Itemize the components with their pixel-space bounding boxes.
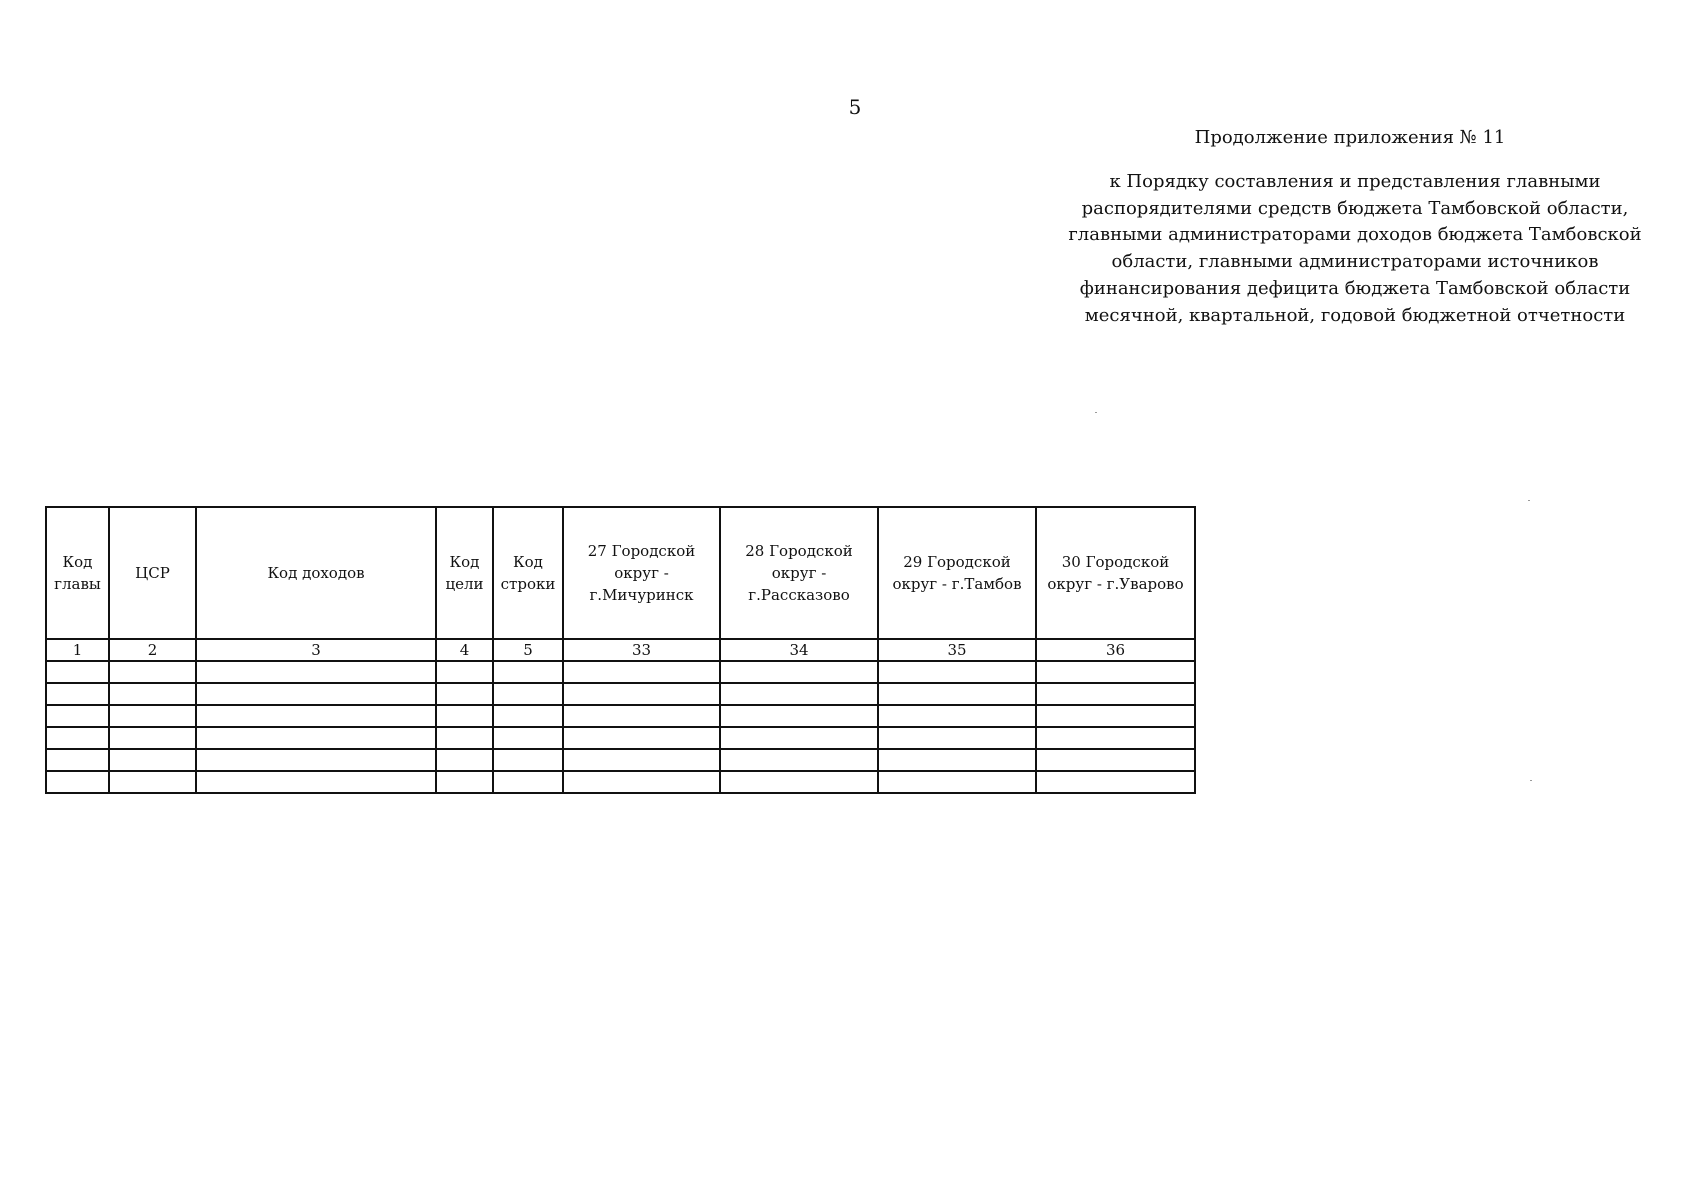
page-number: 5 xyxy=(848,95,862,119)
table-cell xyxy=(563,771,720,793)
header-okrug-uvarovo: 30 Городской округ - г.Уварово xyxy=(1036,507,1195,639)
table-cell xyxy=(878,705,1036,727)
table-cell xyxy=(878,749,1036,771)
table-cell xyxy=(46,771,109,793)
appendix-subtitle xyxy=(1060,169,1650,329)
header-kod-dohodov: Код доходов xyxy=(196,507,436,639)
empty-rows xyxy=(46,661,1195,793)
table-cell xyxy=(720,661,878,683)
table-cell xyxy=(196,749,436,771)
column-number: 1 xyxy=(46,639,109,661)
table-cell xyxy=(436,683,493,705)
table-cell xyxy=(109,727,196,749)
header-okrug-rasskazovo: 28 Городской округ - г.Рассказово xyxy=(720,507,878,639)
header-kod-glavy: Код главы xyxy=(46,507,109,639)
table-row xyxy=(46,683,1195,705)
table-cell xyxy=(196,661,436,683)
table-cell xyxy=(493,661,563,683)
table-cell xyxy=(493,705,563,727)
table-cell xyxy=(563,683,720,705)
table-header-row xyxy=(46,507,1195,639)
table-cell xyxy=(720,705,878,727)
table-cell xyxy=(1036,661,1195,683)
table-cell xyxy=(109,771,196,793)
table-row xyxy=(46,771,1195,793)
table-cell xyxy=(493,727,563,749)
table-cell xyxy=(196,727,436,749)
appendix-subtitle-line: области, главными администраторами источников xyxy=(1111,251,1599,273)
header-kod-stroki: Код строки xyxy=(493,507,563,639)
header-okrug-michurinsk: 27 Городской округ - г.Мичуринск xyxy=(563,507,720,639)
table-cell xyxy=(563,749,720,771)
table-cell xyxy=(46,727,109,749)
appendix-subtitle-line: главными администраторами доходов бюджета Тамбовской xyxy=(1068,224,1642,246)
table-cell xyxy=(109,661,196,683)
table-cell xyxy=(436,705,493,727)
table-cell xyxy=(563,661,720,683)
table-cell xyxy=(720,749,878,771)
table-row xyxy=(46,705,1195,727)
table-cell xyxy=(720,771,878,793)
report-table xyxy=(45,506,1196,794)
table-cell xyxy=(1036,705,1195,727)
column-number: 34 xyxy=(720,639,878,661)
table-row xyxy=(46,727,1195,749)
table-row xyxy=(46,749,1195,771)
table-cell xyxy=(878,727,1036,749)
table-cell xyxy=(196,683,436,705)
table-row xyxy=(46,661,1195,683)
header-kod-celi: Код цели xyxy=(436,507,493,639)
table-cell xyxy=(563,705,720,727)
table-cell xyxy=(436,749,493,771)
column-number: 4 xyxy=(436,639,493,661)
table-cell xyxy=(436,661,493,683)
table-cell xyxy=(1036,683,1195,705)
table-cell xyxy=(46,705,109,727)
appendix-subtitle-line: распорядителями средств бюджета Тамбовской области, xyxy=(1081,197,1629,219)
table-cell xyxy=(1036,749,1195,771)
table-cell xyxy=(196,705,436,727)
table-cell xyxy=(46,683,109,705)
table-cell xyxy=(493,771,563,793)
column-number: 5 xyxy=(493,639,563,661)
appendix-subtitle-line: к Порядку составления и представления главными xyxy=(1109,171,1601,192)
table-cell xyxy=(878,683,1036,705)
column-number: 36 xyxy=(1036,639,1195,661)
scan-dot xyxy=(1530,780,1532,781)
table-cell xyxy=(1036,727,1195,749)
table-cell xyxy=(46,749,109,771)
table-cell xyxy=(878,661,1036,683)
column-number-row xyxy=(46,639,1195,661)
table-cell xyxy=(109,705,196,727)
header-okrug-tambov: 29 Городской округ - г.Тамбов xyxy=(878,507,1036,639)
table-cell xyxy=(493,749,563,771)
appendix-subtitle-line: месячной, квартальной, годовой бюджетной отчетности xyxy=(1084,304,1626,326)
column-number: 3 xyxy=(196,639,436,661)
table-cell xyxy=(196,771,436,793)
table-cell xyxy=(1036,771,1195,793)
table-cell xyxy=(109,749,196,771)
appendix-subtitle-line: финансирования дефицита бюджета Тамбовской области xyxy=(1079,277,1631,299)
table-cell xyxy=(109,683,196,705)
table-cell xyxy=(493,683,563,705)
table-cell xyxy=(436,771,493,793)
table-cell xyxy=(436,727,493,749)
scan-dot xyxy=(1528,500,1530,501)
appendix-title: Продолжение приложения № 11 xyxy=(1194,127,1506,148)
column-number: 2 xyxy=(109,639,196,661)
table-cell xyxy=(720,727,878,749)
table-cell xyxy=(720,683,878,705)
table-cell xyxy=(878,771,1036,793)
header-csr: ЦСР xyxy=(109,507,196,639)
column-number: 33 xyxy=(563,639,720,661)
table-cell xyxy=(46,661,109,683)
column-number: 35 xyxy=(878,639,1036,661)
table-cell xyxy=(563,727,720,749)
scan-dot xyxy=(1095,412,1097,413)
